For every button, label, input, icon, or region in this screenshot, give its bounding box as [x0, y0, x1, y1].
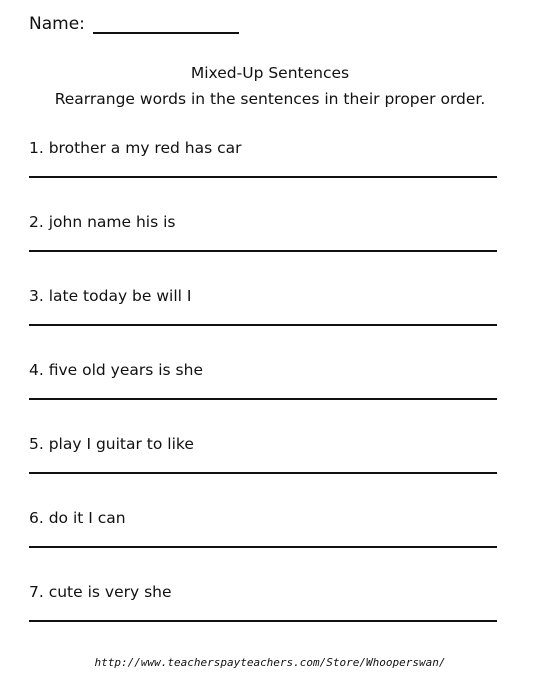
answer-line [29, 546, 497, 548]
name-label: Name: [29, 14, 85, 34]
name-blank-line [93, 15, 239, 34]
name-field-row [29, 14, 239, 34]
sentence-item-1 [29, 138, 499, 178]
scrambled-sentence: 4. five old years is she [29, 361, 203, 379]
sentence-item-6 [29, 508, 499, 548]
answer-line [29, 250, 497, 252]
sentence-item-5 [29, 434, 499, 474]
answer-line [29, 176, 497, 178]
source-url: http://www.teacherspayteachers.com/Store/Whooperswan/ [94, 656, 446, 669]
sentence-item-4 [29, 360, 499, 400]
worksheet-title: Mixed-Up Sentences [190, 64, 350, 82]
answer-line [29, 472, 497, 474]
worksheet-instructions: Rearrange words in the sentences in their proper order. [54, 90, 486, 108]
scrambled-sentence: 6. do it I can [29, 509, 126, 527]
sentence-item-3 [29, 286, 499, 326]
sentence-item-7 [29, 582, 499, 622]
scrambled-sentence: 2. john name his is [29, 213, 176, 231]
answer-line [29, 324, 497, 326]
scrambled-sentence: 5. play I guitar to like [29, 435, 194, 453]
answer-line [29, 620, 497, 622]
scrambled-sentence: 1. brother a my red has car [29, 139, 242, 157]
sentence-item-2 [29, 212, 499, 252]
scrambled-sentence: 3. late today be will I [29, 287, 192, 305]
scrambled-sentence: 7. cute is very she [29, 583, 172, 601]
answer-line [29, 398, 497, 400]
